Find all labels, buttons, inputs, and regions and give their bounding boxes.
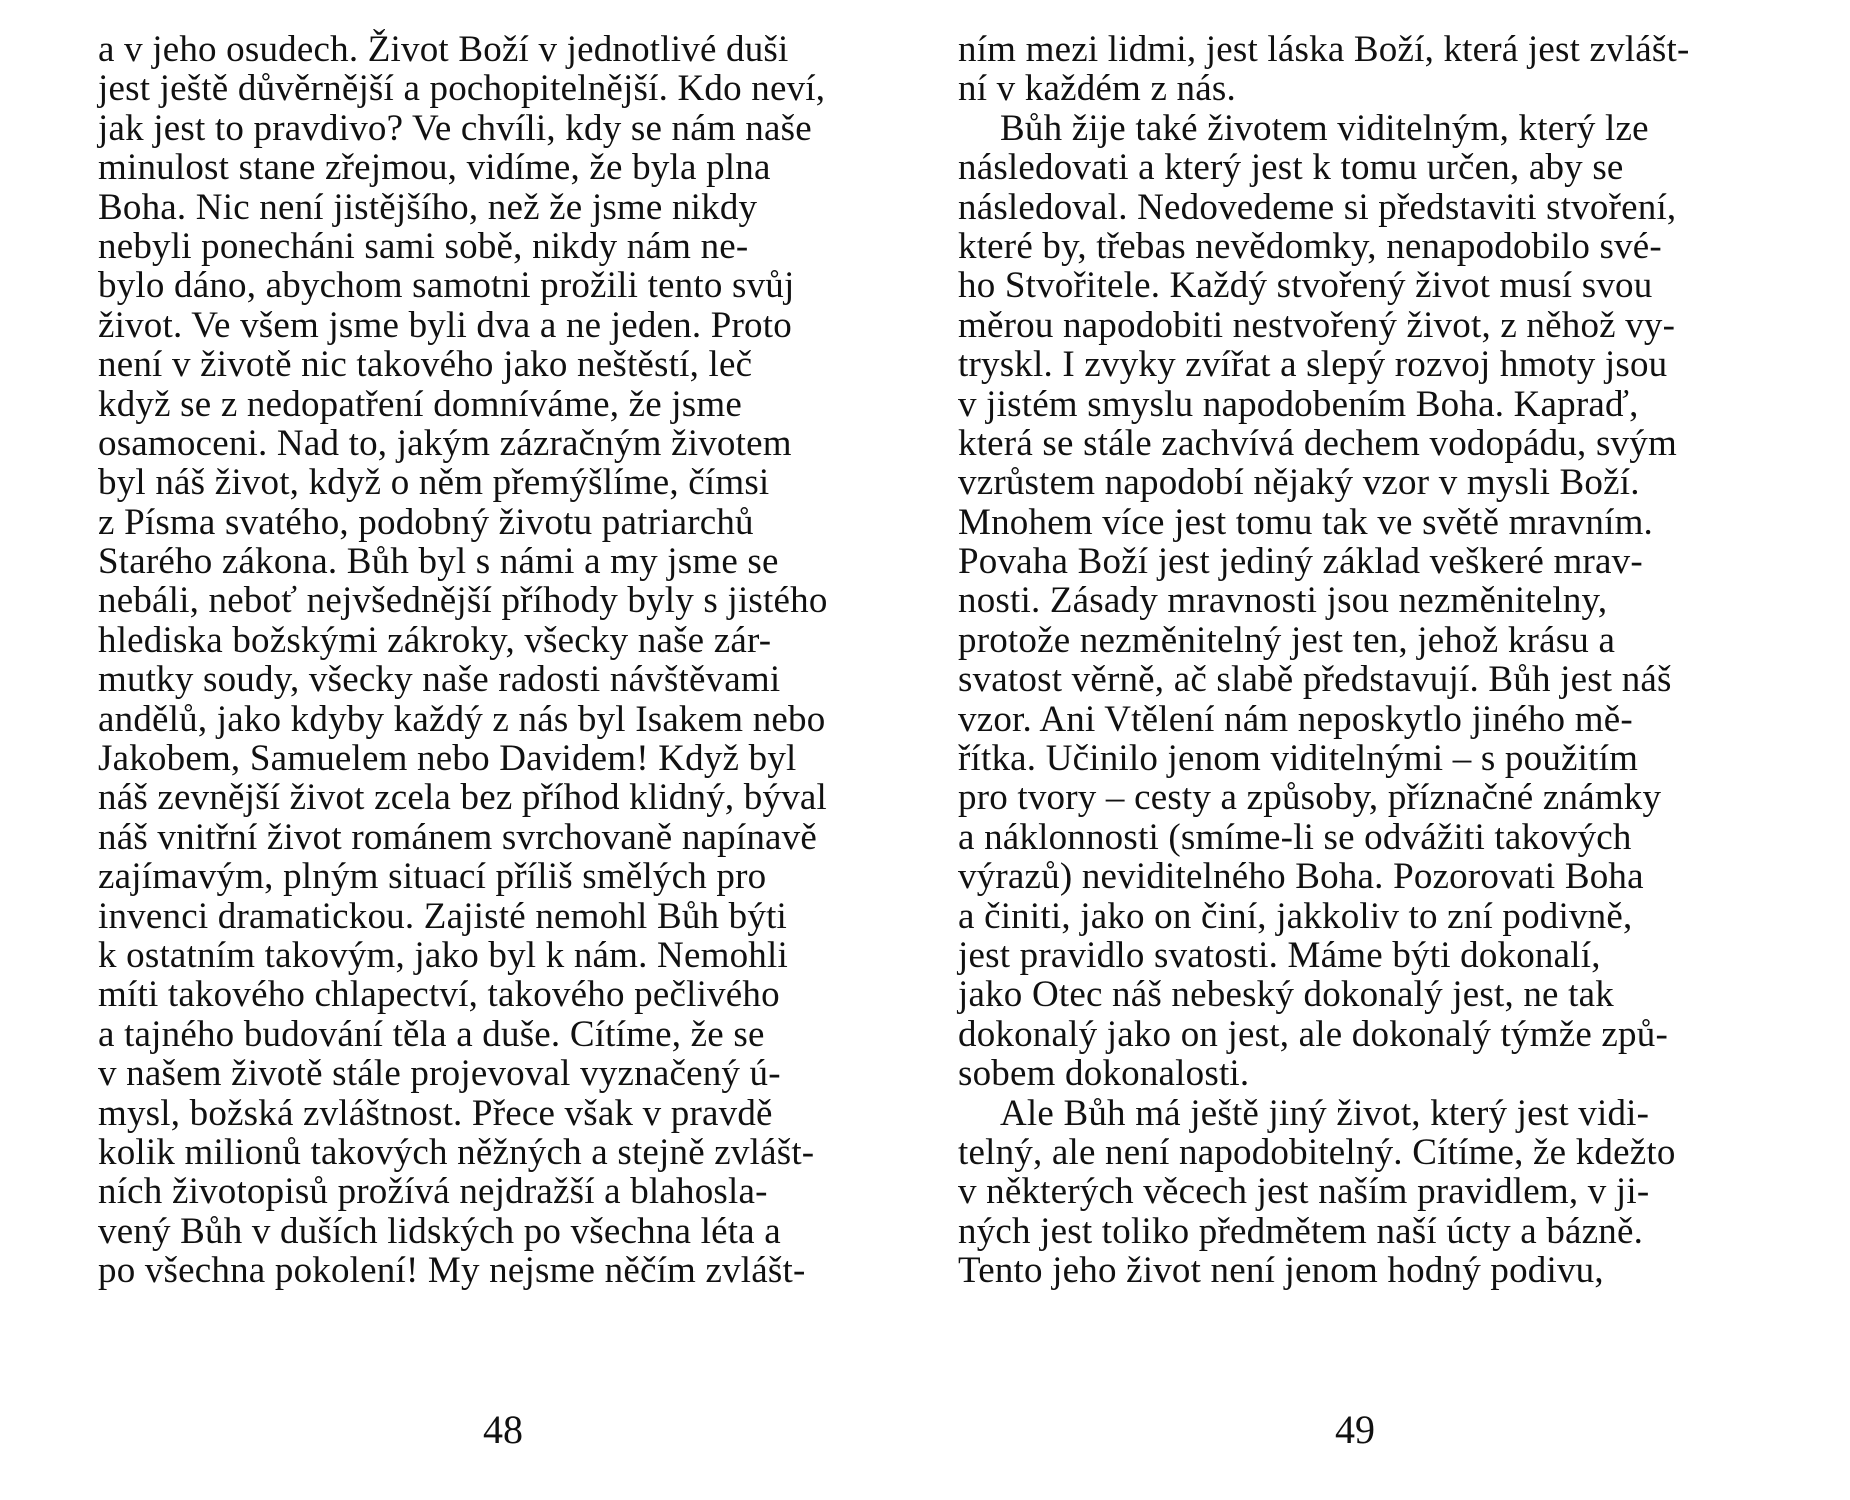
text-line: v jistém smyslu napodobením Boha. Kapraď, <box>958 383 1639 425</box>
text-line: Povaha Boží jest jediný základ veškeré mrav- <box>958 541 1643 583</box>
text-line: Mnohem více jest tomu tak ve světě mravním. <box>958 501 1653 543</box>
text-line: měrou napodobiti nestvořený život, z něhož vy- <box>958 304 1676 346</box>
text-line: řítka. Učinilo jenom viditelnými – s použitím <box>958 738 1639 780</box>
text-line: následoval. Nedovedeme si představiti stvoření, <box>958 186 1677 228</box>
text-line: k ostatním takovým, jako byl k nám. Nemohli <box>98 934 788 976</box>
right-page <box>930 30 1750 1470</box>
text-line: svatost věrně, ač slabě představují. Bůh jest náš <box>958 659 1672 701</box>
left-page <box>0 29 828 1470</box>
text-line: ní v každém z nás. <box>958 68 1236 110</box>
text-line: protože nezměnitelný jest ten, jehož krásu a <box>958 619 1616 661</box>
text-line: nebyli ponecháni sami sobě, nikdy nám ne- <box>98 225 749 267</box>
text-line: které by, třebas nevědomky, nenapodobilo své- <box>958 225 1662 267</box>
text-line: mysl, božská zvláštnost. Přece však v pravdě <box>98 1092 773 1134</box>
text-line: ním mezi lidmi, jest láska Boží, která jest zvlášt- <box>958 29 1690 70</box>
text-line: tryskl. I zvyky zvířat a slepý rozvoj hmoty jsou <box>958 344 1668 386</box>
text-line: dokonalý jako on jest, ale dokonalý týmže způ- <box>958 1013 1668 1055</box>
text-line: z Písma svatého, podobný životu patriarchů <box>98 501 754 543</box>
text-line: Starého zákona. Bůh byl s námi a my jsme se <box>98 541 779 583</box>
paragraph-start-line: Ale Bůh má ještě jiný život, který jest vidi- <box>1000 1092 1650 1134</box>
text-line: výrazů) neviditelného Boha. Pozorovati Boha <box>958 856 1644 898</box>
text-line: Tento jeho život není jenom hodný podivu, <box>958 1250 1604 1292</box>
text-line: jest pravidlo svatosti. Máme býti dokonalí, <box>958 934 1601 976</box>
text-line: náš vnitřní život románem svrchovaně napínavě <box>98 816 817 858</box>
text-line: andělů, jako kdyby každý z nás byl Isakem nebo <box>98 698 826 740</box>
text-line: a tajného budování těla a duše. Cítíme, že se <box>98 1013 765 1055</box>
text-line: Jakobem, Samuelem nebo Davidem! Když byl <box>98 738 797 780</box>
text-line: jako Otec náš nebeský dokonalý jest, ne tak <box>958 974 1614 1016</box>
text-line: osamoceni. Nad to, jakým zázračným životem <box>98 422 792 464</box>
text-line: náš zevnější život zcela bez příhod klidný, býval <box>98 777 828 819</box>
text-line: jest ještě důvěrnější a pochopitelnější. Kdo neví, <box>98 68 826 110</box>
text-line: jak jest to pravdivo? Ve chvíli, kdy se nám naše <box>98 107 812 149</box>
text-line: ných jest toliko předmětem naší úcty a bázně. <box>958 1210 1644 1252</box>
text-line: telný, ale není napodobitelný. Cítíme, že kdežto <box>958 1131 1676 1173</box>
page-number: 48 <box>483 1407 523 1452</box>
text-line: a náklonnosti (smíme-li se odvážiti takových <box>958 816 1632 858</box>
text-line: následovati a který jest k tomu určen, aby se <box>958 147 1624 189</box>
text-line: a v jeho osudech. Život Boží v jednotlivé duši <box>98 29 789 70</box>
text-line: Boha. Nic není jistějšího, než že jsme nikdy <box>98 186 758 228</box>
text-line: sobem dokonalosti. <box>958 1053 1250 1095</box>
page-number: 49 <box>1335 1407 1375 1452</box>
text-line: hlediska božskými zákroky, všecky naše zár- <box>98 619 772 661</box>
text-line: a činiti, jako on činí, jakkoliv to zní podivně, <box>958 895 1633 937</box>
text-line: pro tvory – cesty a způsoby, příznačné známky <box>958 777 1662 819</box>
text-line: zajímavým, plným situací příliš smělých pro <box>98 856 767 898</box>
text-line: byl náš život, když o něm přemýšlíme, čímsi <box>98 462 770 504</box>
text-line: vzor. Ani Vtělení nám neposkytlo jiného mě- <box>958 698 1633 740</box>
text-line: není v životě nic takového jako neštěstí, leč <box>98 344 753 386</box>
text-line: míti takového chlapectví, takového pečlivého <box>98 974 780 1016</box>
text-line: nosti. Zásady mravnosti jsou nezměnitelny, <box>958 580 1608 622</box>
text-line: bylo dáno, abychom samotni prožili tento svůj <box>98 265 795 307</box>
text-line: nebáli, neboť nejvšednější příhody byly s jistého <box>98 580 828 622</box>
text-line: když se z nedopatření domníváme, že jsme <box>98 383 742 425</box>
text-line: život. Ve všem jsme byli dva a ne jeden. Proto <box>98 304 792 346</box>
text-line: ho Stvořitele. Každý stvořený život musí svou <box>958 265 1653 307</box>
text-line: po všechna pokolení! My nejsme něčím zvlášt- <box>98 1250 806 1292</box>
right-page-text <box>958 30 1690 1291</box>
text-line: v některých věcech jest naším pravidlem, v ji- <box>958 1171 1650 1213</box>
text-line: kolik milionů takových něžných a stejně zvlášt- <box>98 1131 815 1173</box>
text-line: v našem životě stále projevoval vyznačený ú- <box>98 1053 781 1095</box>
text-line: minulost stane zřejmou, vidíme, že byla plna <box>98 147 771 189</box>
text-line: vzrůstem napodobí nějaký vzor v mysli Boží. <box>958 462 1640 504</box>
text-line: vený Bůh v duších lidských po všechna léta a <box>98 1210 781 1252</box>
paragraph-start-line: Bůh žije také životem viditelným, který lze <box>1000 107 1649 149</box>
text-line: ních životopisů prožívá nejdražší a blahosla- <box>98 1171 768 1213</box>
text-line: mutky soudy, všecky naše radosti návštěvami <box>98 659 781 701</box>
text-line: která se stále zachvívá dechem vodopádu, svým <box>958 422 1677 464</box>
text-line: invenci dramatickou. Zajisté nemohl Bůh býti <box>98 895 788 937</box>
left-page-text <box>98 30 828 1291</box>
